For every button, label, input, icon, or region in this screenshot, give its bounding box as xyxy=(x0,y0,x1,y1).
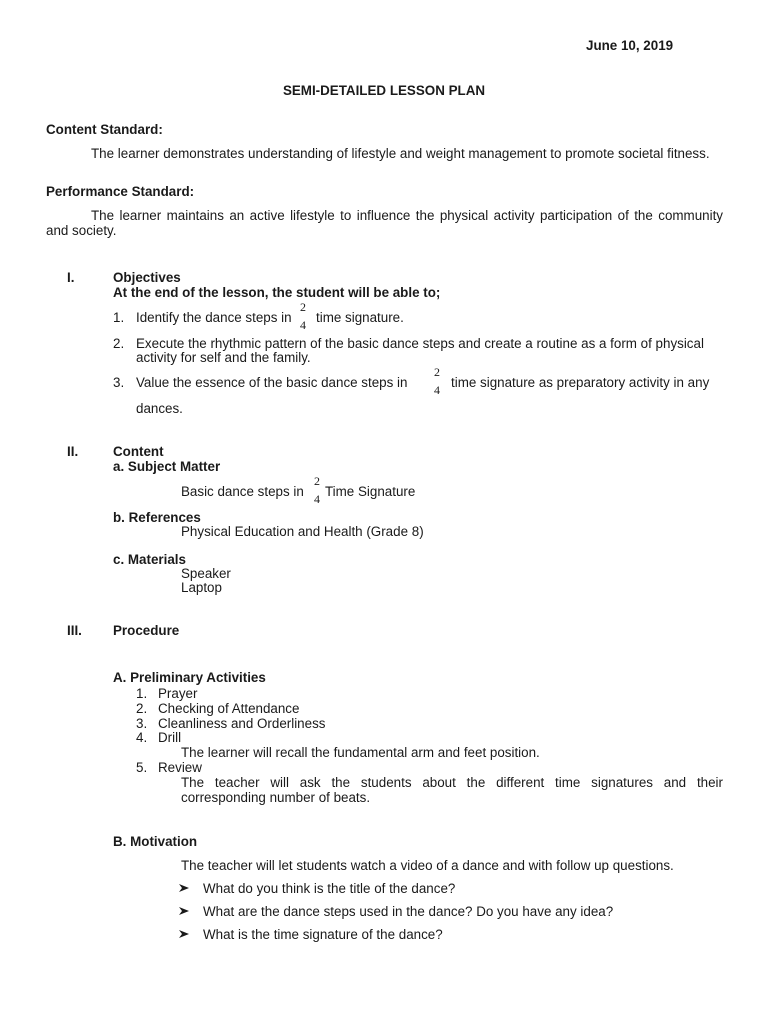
references-text: Physical Education and Health (Grade 8) xyxy=(181,524,424,539)
objectives-numeral: I. xyxy=(67,270,75,285)
motivation-question: What do you think is the title of the dance? xyxy=(203,881,456,896)
content-heading: Content xyxy=(113,444,164,459)
material-item: Speaker xyxy=(181,566,231,581)
motivation-label: B. Motivation xyxy=(113,834,198,849)
objective-3-text-after: time signature as preparatory activity in any xyxy=(451,375,710,390)
objective-1-text-before: Identify the dance steps in xyxy=(136,310,292,325)
arrowhead-bullet-icon xyxy=(178,883,190,893)
performance-standard-text: The learner maintains an active lifestyle to influence the physical activity participation of the community and society. xyxy=(46,208,723,238)
motivation-question: What is the time signature of the dance? xyxy=(203,927,443,942)
preliminary-item-text: Review xyxy=(158,760,202,775)
preliminary-item-text: Prayer xyxy=(158,686,198,701)
fraction-numerator: 2 xyxy=(434,365,440,379)
review-detail: The teacher will ask the students about the different time signatures and their corresponding number of beats. xyxy=(181,775,723,805)
fraction-denominator: 4 xyxy=(314,492,320,506)
references-label: b. References xyxy=(113,510,201,525)
fraction-denominator: 4 xyxy=(300,318,306,332)
arrowhead-bullet-icon xyxy=(178,906,190,916)
content-standard-text: The learner demonstrates understanding of lifestyle and weight management to promote societal fitness. xyxy=(91,146,710,161)
preliminary-item-text: Cleanliness and Orderliness xyxy=(158,716,326,731)
objectives-subheading: At the end of the lesson, the student will be able to; xyxy=(113,285,441,300)
objective-1-number: 1. xyxy=(113,310,125,325)
fraction-numerator: 2 xyxy=(300,300,306,314)
subject-matter-text-after: Time Signature xyxy=(325,484,416,499)
objective-2-line-1: Execute the rhythmic pattern of the basic dance steps and create a routine as a form of physical xyxy=(136,336,704,351)
subject-matter-label: a. Subject Matter xyxy=(113,459,221,474)
objective-3-number: 3. xyxy=(113,375,125,390)
content-numeral: II. xyxy=(67,444,79,459)
page-title: SEMI-DETAILED LESSON PLAN xyxy=(282,83,486,98)
subject-matter-text-before: Basic dance steps in xyxy=(181,484,304,499)
preliminary-item-number: 3. xyxy=(136,716,148,731)
objective-3-line-2: dances. xyxy=(136,401,183,416)
content-standard-heading: Content Standard: xyxy=(46,122,163,137)
motivation-question: What are the dance steps used in the dance? Do you have any idea? xyxy=(203,904,614,919)
material-item: Laptop xyxy=(181,580,222,595)
date: June 10, 2019 xyxy=(586,38,674,53)
motivation-intro: The teacher will let students watch a video of a dance and with follow up questions. xyxy=(181,858,674,873)
preliminary-item-number: 2. xyxy=(136,701,148,716)
procedure-numeral: III. xyxy=(67,623,82,638)
preliminary-item-text: Drill xyxy=(158,730,182,745)
performance-standard-heading: Performance Standard: xyxy=(46,184,195,199)
objective-2-line-2: activity for self and the family. xyxy=(136,350,311,365)
objectives-heading: Objectives xyxy=(113,270,181,285)
objective-1-text-after: time signature. xyxy=(316,310,404,325)
arrowhead-bullet-icon xyxy=(178,929,190,939)
drill-detail: The learner will recall the fundamental arm and feet position. xyxy=(181,745,540,760)
fraction-numerator: 2 xyxy=(314,474,320,488)
preliminary-item-number: 5. xyxy=(136,760,148,775)
materials-label: c. Materials xyxy=(113,552,186,567)
objective-2-number: 2. xyxy=(113,336,125,351)
preliminary-item-text: Checking of Attendance xyxy=(158,701,300,716)
preliminary-item-number: 4. xyxy=(136,730,148,745)
preliminary-activities-label: A. Preliminary Activities xyxy=(113,670,266,685)
preliminary-item-number: 1. xyxy=(136,686,148,701)
procedure-heading: Procedure xyxy=(113,623,180,638)
fraction-denominator: 4 xyxy=(434,383,440,397)
objective-3-text-before: Value the essence of the basic dance steps in xyxy=(136,375,408,390)
